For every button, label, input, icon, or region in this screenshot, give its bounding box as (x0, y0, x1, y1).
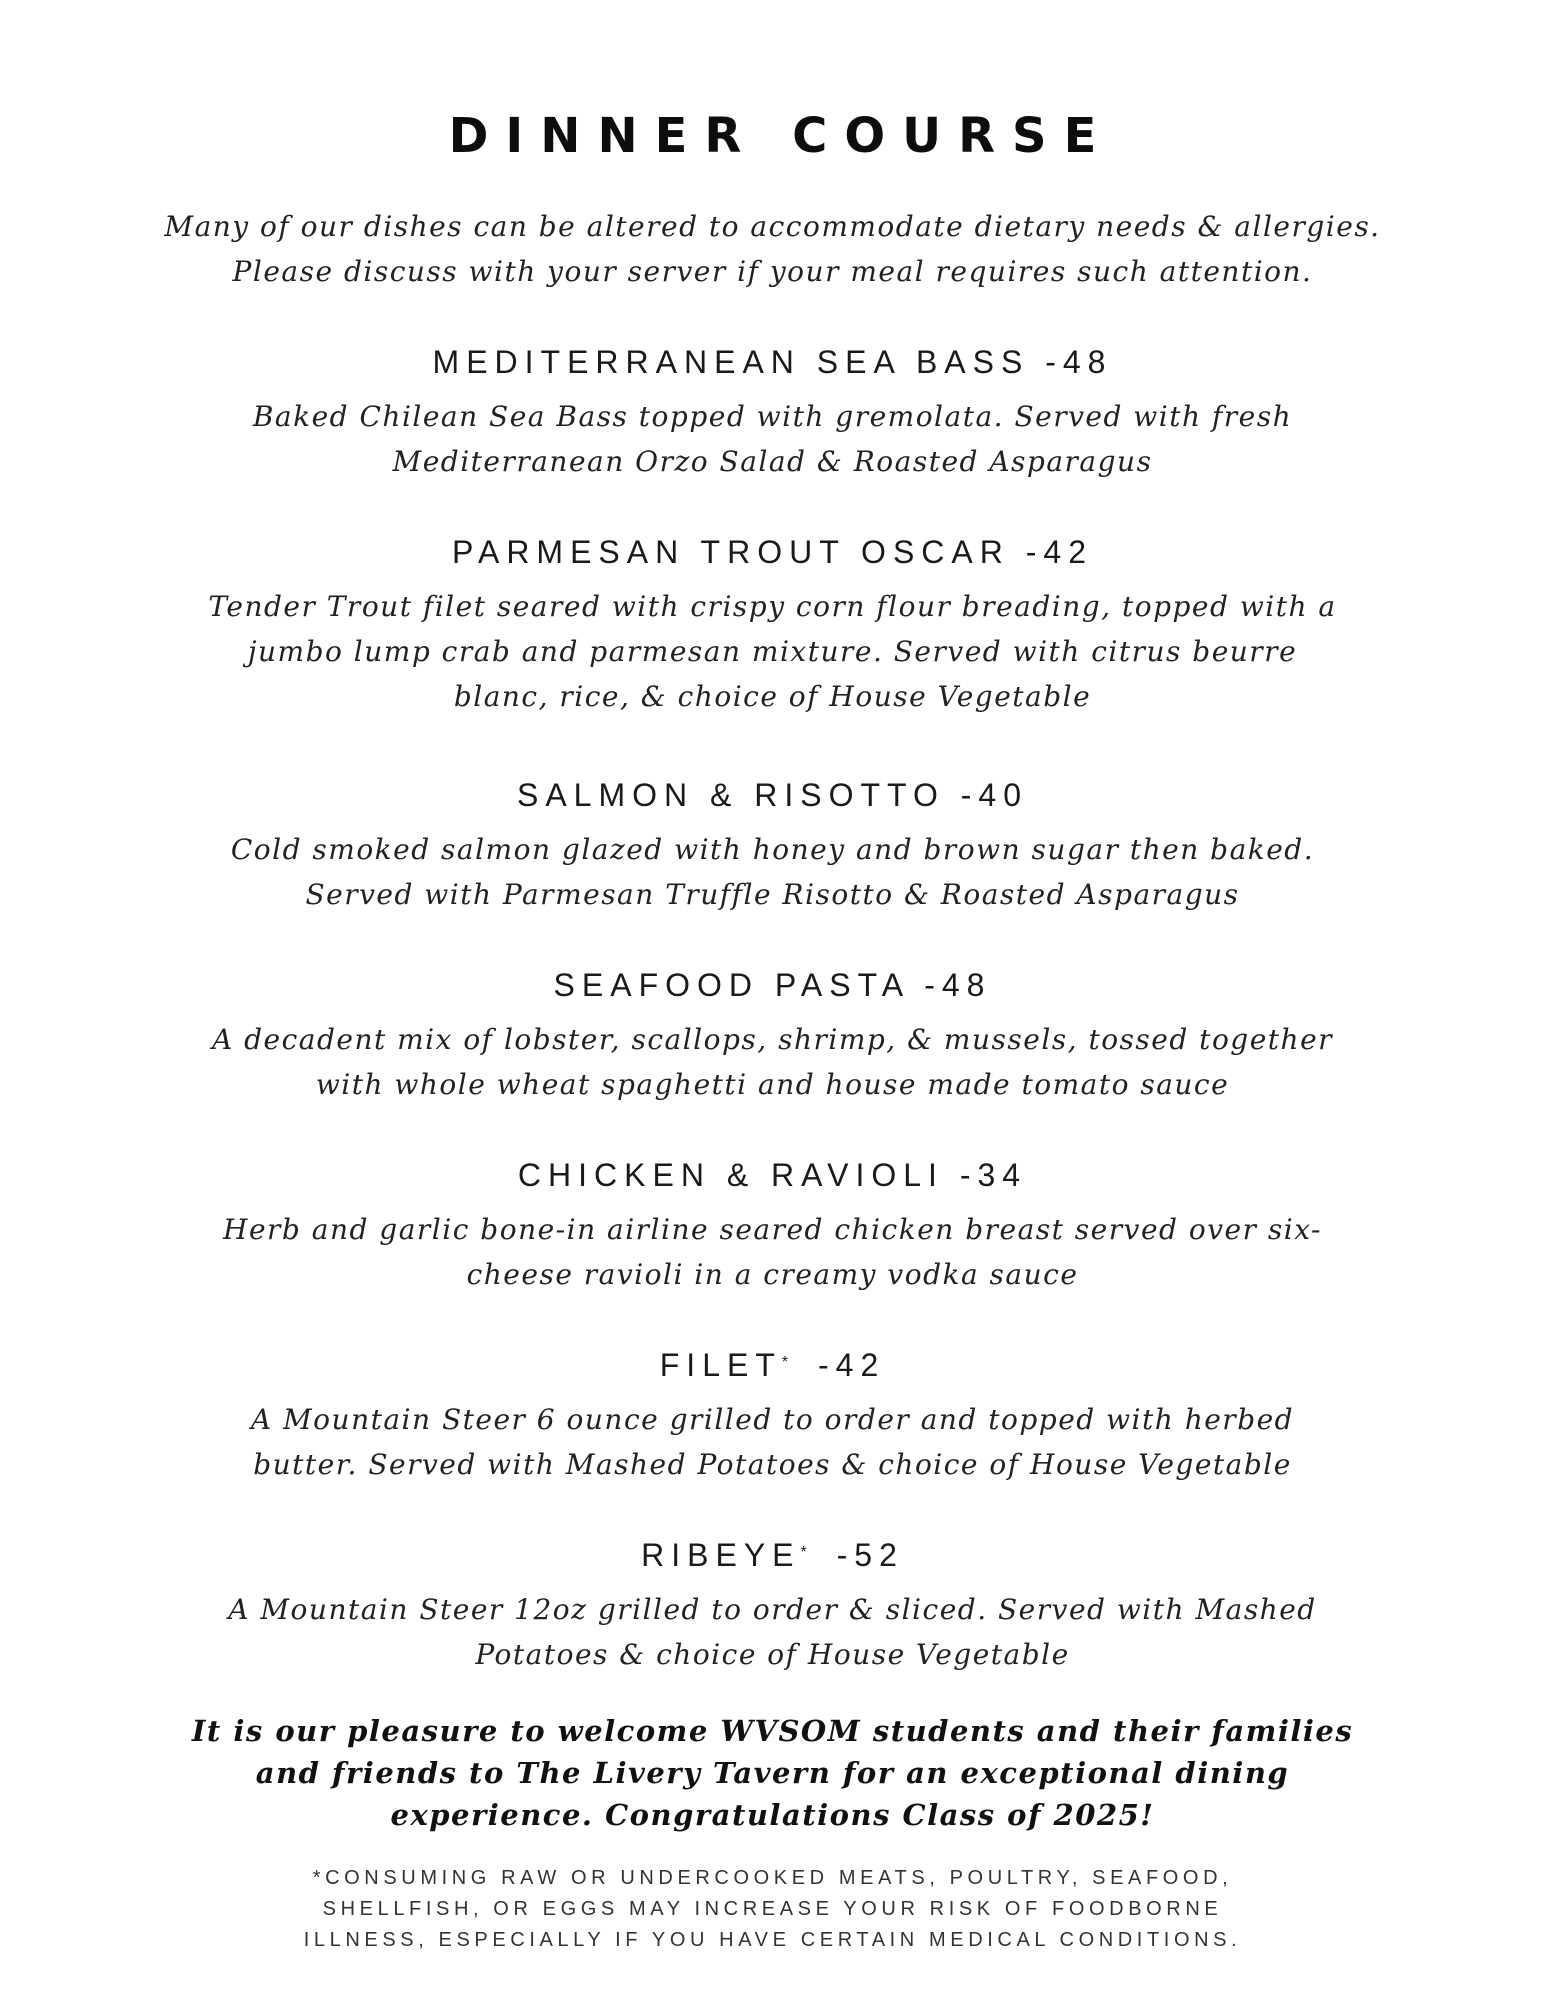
description-line: butter. Served with Mashed Potatoes & choice of House Vegetable (253, 1448, 1292, 1481)
description-line: blanc, rice, & choice of House Vegetable (453, 680, 1092, 713)
menu-item-name: FILET (659, 1347, 782, 1383)
menu-item-description (0, 827, 1545, 917)
menu-item-name: PARMESAN TROUT OSCAR (452, 534, 1010, 570)
description-line: cheese ravioli in a creamy vodka sauce (466, 1258, 1079, 1291)
menu-item-sea-bass (0, 342, 1545, 484)
dietary-note-line: Many of our dishes can be altered to accommodate dietary needs & allergies. (164, 210, 1381, 243)
description-line: A Mountain Steer 12oz grilled to order & sliced. Served with Mashed (228, 1593, 1317, 1626)
menu-item-heading (0, 965, 1545, 1005)
description-line: Herb and garlic bone-in airline seared chicken breast served over six- (223, 1213, 1322, 1246)
welcome-line: and friends to The Livery Tavern for an exceptional dining (255, 1756, 1290, 1790)
menu-item-price: -52 (836, 1537, 904, 1573)
description-line: Mediterranean Orzo Salad & Roasted Asparagus (392, 445, 1153, 478)
menu-item-name: SEAFOOD PASTA (553, 967, 909, 1003)
disclaimer-line: *CONSUMING RAW OR UNDERCOOKED MEATS, POULTRY, SEAFOOD, (312, 1867, 1233, 1889)
food-safety-disclaimer (0, 1863, 1545, 1956)
menu-item-name: CHICKEN & RAVIOLI (517, 1157, 944, 1193)
menu-item-description (0, 1397, 1545, 1487)
menu-item-description (0, 394, 1545, 484)
menu-item-heading (0, 1345, 1545, 1385)
asterisk-note-marker: * (800, 1544, 807, 1561)
welcome-message (0, 1710, 1545, 1836)
asterisk-note-marker: * (781, 1354, 789, 1371)
description-line: with whole wheat spaghetti and house made tomato sauce (315, 1068, 1230, 1101)
menu-item-ribeye (0, 1535, 1545, 1677)
menu-item-heading (0, 342, 1545, 382)
description-line: Served with Parmesan Truffle Risotto & Roasted Asparagus (305, 878, 1240, 911)
disclaimer-line: ILLNESS, ESPECIALLY IF YOU HAVE CERTAIN MEDICAL CONDITIONS. (303, 1929, 1242, 1951)
description-line: jumbo lump crab and parmesan mixture. Served with citrus beurre (247, 635, 1298, 668)
menu-item-price: -42 (1025, 534, 1093, 570)
menu-item-price: -48 (1045, 344, 1113, 380)
menu-item-name: MEDITERRANEAN SEA BASS (432, 344, 1030, 380)
menu-item-heading (0, 775, 1545, 815)
menu-item-price: -40 (960, 777, 1029, 813)
menu-item-chicken-ravioli (0, 1155, 1545, 1297)
disclaimer-line: SHELLFISH, OR EGGS MAY INCREASE YOUR RISK OF FOODBORNE (322, 1898, 1223, 1920)
description-line: Potatoes & choice of House Vegetable (475, 1638, 1070, 1671)
menu-item-filet (0, 1345, 1545, 1487)
menu-item-description (0, 1017, 1545, 1107)
welcome-line: It is our pleasure to welcome WVSOM students and their families (191, 1714, 1354, 1748)
menu-item-trout-oscar (0, 532, 1545, 719)
menu-item-name: RIBEYE (641, 1537, 801, 1573)
menu-item-heading (0, 1155, 1545, 1195)
description-line: Baked Chilean Sea Bass topped with gremolata. Served with fresh (252, 400, 1293, 433)
dietary-note-line: Please discuss with your server if your meal requires such attention. (232, 255, 1313, 288)
menu-item-description (0, 1587, 1545, 1677)
description-line: A Mountain Steer 6 ounce grilled to order and topped with herbed (250, 1403, 1295, 1436)
description-line: A decadent mix of lobster, scallops, shrimp, & mussels, tossed together (211, 1023, 1334, 1056)
menu-item-description (0, 584, 1545, 719)
welcome-line: experience. Congratulations Class of 2025! (390, 1798, 1155, 1832)
description-line: Cold smoked salmon glazed with honey and brown sugar then baked. (230, 833, 1315, 866)
page-title: DINNER COURSE (448, 108, 1114, 164)
menu-item-price: -48 (924, 967, 992, 1003)
menu-item-price: -34 (959, 1157, 1028, 1193)
menu-item-heading (0, 532, 1545, 572)
dietary-note (0, 204, 1545, 294)
menu-item-seafood-pasta (0, 965, 1545, 1107)
menu-item-description (0, 1207, 1545, 1297)
menu-item-heading (0, 1535, 1545, 1575)
menu-item-price: -42 (818, 1347, 886, 1383)
description-line: Tender Trout filet seared with crispy corn flour breading, topped with a (208, 590, 1337, 623)
menu-item-salmon-risotto (0, 775, 1545, 917)
menu-item-name: SALMON & RISOTTO (516, 777, 945, 813)
